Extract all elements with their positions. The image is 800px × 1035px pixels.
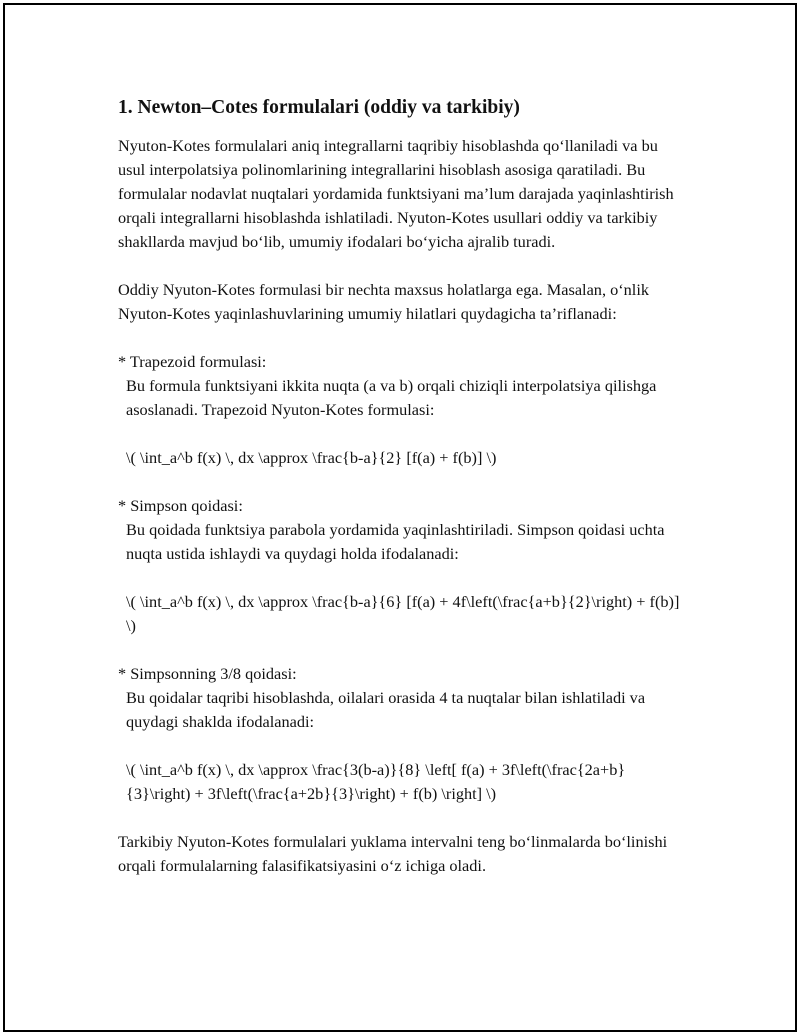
simpson38-description	[118, 686, 688, 734]
section-heading: 1. Newton–Cotes formulalari (oddiy va tarkibiy)	[118, 97, 520, 118]
document-body	[118, 94, 688, 878]
spacer	[118, 254, 688, 278]
composite-paragraph: Tarkibiy Nyuton-Kotes formulalari yuklama intervalni teng bo‘linmalarda bo‘linishi orqali formulalarning falasifikatsiyasini o‘z ichiga oladi.	[118, 832, 668, 875]
simpson-formula	[118, 590, 688, 638]
simpson38-description-text: Bu qoidalar taqribi hisoblashda, oilalari orasida 4 ta nuqtalar bilan ishlatiladi va quydagi shaklda ifodalanadi:	[126, 688, 646, 731]
simpson38-formula	[118, 758, 688, 806]
simple-intro-paragraph: Oddiy Nyuton-Kotes formulasi bir nechta maxsus holatlarga ega. Masalan, o‘nlik Nyuton-Kotes yaqinlashuvlarining umumiy hilatlari quydagicha ta’riflanadi:	[118, 280, 649, 323]
spacer	[118, 566, 688, 590]
simpson38-title: * Simpsonning 3/8 qoidasi:	[118, 664, 297, 683]
trapezoid-description-text: Bu formula funktsiyani ikkita nuqta (a va b) orqali chiziqli interpolatsiya qilishga asoslanadi. Trapezoid Nyuton-Kotes formulasi:	[126, 376, 657, 419]
simpson-formula-text: \( \int_a^b f(x) \, dx \approx \frac{b-a}{6} [f(a) + 4f\left(\frac{a+b}{2}\right) + f(b)] \)	[126, 592, 680, 635]
simpson38-formula-text: \( \int_a^b f(x) \, dx \approx \frac{3(b-a)}{8} \left[ f(a) + 3f\left(\frac{2a+b}{3}\right) + 3f\left(\frac{a+2b}{3}\right) + f(b) \right] \)	[126, 760, 626, 803]
simpson-description-text: Bu qoidada funktsiya parabola yordamida yaqinlashtiriladi. Simpson qoidasi uchta nuqta ustida ishlaydi va quydagi holda ifodalanadi:	[126, 520, 665, 563]
trapezoid-formula-text: \( \int_a^b f(x) \, dx \approx \frac{b-a}{2} [f(a) + f(b)] \)	[126, 448, 497, 467]
simpson-title: * Simpson qoidasi:	[118, 496, 243, 515]
spacer	[118, 422, 688, 446]
trapezoid-title: * Trapezoid formulasi:	[118, 352, 267, 371]
spacer	[118, 734, 688, 758]
intro-paragraph: Nyuton-Kotes formulalari aniq integrallarni taqribiy hisoblashda qo‘llaniladi va bu usul interpolatsiya polinomlarining integrallarini hisoblash asosiga qaratiladi. Bu formulalar nodavlat nuqtalari yordamida funktsiyani ma’lum darajada yaqinlashtirish orqali integrallarni hisoblashda ishlatiladi. Nyuton-Kotes usullari oddiy va tarkibiy shakllarda mavjud bo‘lib, umumiy ifodalari bo‘yicha ajralib turadi.	[118, 136, 674, 251]
trapezoid-formula	[118, 446, 688, 470]
spacer	[118, 326, 688, 350]
spacer	[118, 638, 688, 662]
simpson-description	[118, 518, 688, 566]
spacer	[118, 470, 688, 494]
trapezoid-description	[118, 374, 688, 422]
spacer	[118, 806, 688, 830]
